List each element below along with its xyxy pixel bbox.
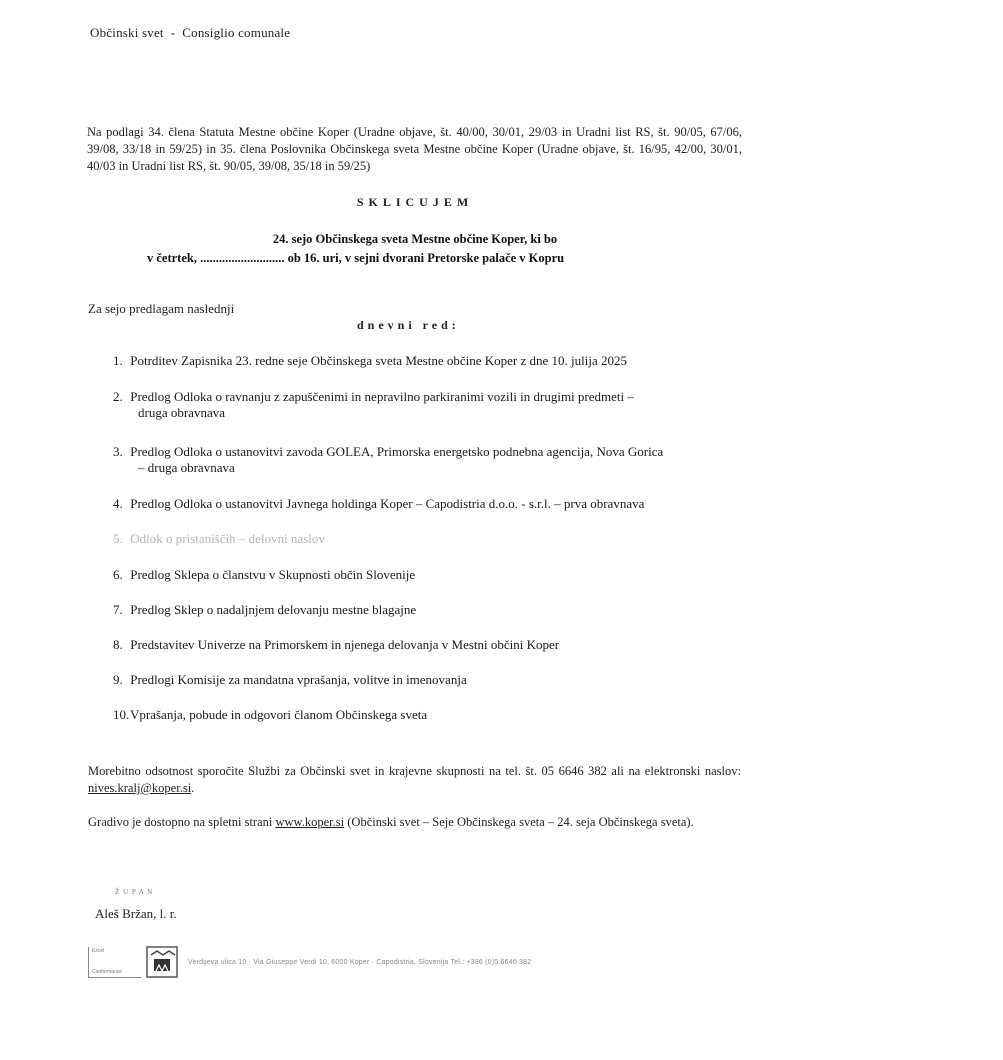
agenda-item-text: Potrditev Zapisnika 23. redne seje Občinskega sveta Mestne občine Koper z dne 10. julija 2025 (130, 353, 628, 368)
signature-title: Ž U P A N (115, 888, 154, 896)
agenda-item-number: 8. (113, 637, 123, 652)
municipality-logo-icon (145, 945, 179, 979)
agenda-item (113, 637, 753, 653)
agenda-item (113, 353, 753, 369)
page-header (90, 25, 290, 41)
materials-notice (88, 814, 741, 831)
footer-address: Verdijeva ulica 10 · Via Giuseppe Verdi 10, 6000 Koper · Capodistria, Slovenija Tel.: +386 (0)5 6646 382 (188, 959, 532, 966)
agenda-item-text: Predlog Odloka o ustanovitvi zavoda GOLEA, Primorska energetsko podnebna agencija, Nova Gorica (130, 444, 664, 459)
email-link[interactable]: nives.kralj@koper.si (88, 781, 192, 795)
website-link[interactable]: www.koper.si (275, 815, 345, 829)
agenda-item (113, 672, 753, 688)
agenda-item-number: 5. (113, 531, 123, 546)
absence-notice-text: Morebitno odsotnost sporočite Službi za Občinski svet in krajevne skupnosti na tel. št. 05 6646 382 ali na elektronski naslov: (88, 764, 741, 778)
agenda-item (113, 496, 753, 512)
agenda-item-text: Predlog Sklepa o članstvu v Skupnosti občin Slovenije (130, 567, 416, 582)
agenda-item (113, 602, 753, 618)
agenda-item-number: 2. (113, 389, 123, 404)
materials-notice-end: (Občinski svet – Seje Občinskega sveta – 24. seja Občinskega sveta). (344, 815, 694, 829)
agenda-item-number: 7. (113, 602, 123, 617)
agenda-item-number: 1. (113, 353, 123, 368)
agenda-item-number: 10. (113, 707, 130, 722)
signature-name: Aleš Bržan, l. r. (95, 906, 177, 921)
agenda-item-continuation: – druga obravnava (138, 460, 235, 475)
agenda-item (113, 567, 753, 583)
agenda-item-text: Odlok o pristaniščih – delovni naslov (130, 531, 325, 546)
agenda-item (113, 389, 753, 421)
session-title: 24. sejo Občinskega sveta Mestne občine Koper, ki bo (272, 232, 558, 246)
agenda-item-text: Predlog Odloka o ustanovitvi Javnega holdinga Koper – Capodistria d.o.o. - s.r.l. – prva obravnava (130, 496, 645, 511)
page-footer (88, 945, 708, 981)
agenda-item-text: Predlogi Komisije za mandatna vprašanja, volitve in imenovanja (130, 672, 467, 687)
agenda-item-number: 3. (113, 444, 123, 459)
agenda-item-struck (113, 531, 753, 547)
absence-notice-end: . (191, 781, 195, 795)
materials-notice-text: Gradivo je dostopno na spletni strani (88, 815, 276, 829)
header-separator: - (170, 25, 176, 40)
certification-box-bottom: Conformance (92, 969, 123, 975)
session-date-place: v četrtek, ........................... ob 16. uri, v sejni dvorani Pretorske palače v Kopru (147, 251, 565, 265)
absence-notice (88, 763, 741, 797)
agenda-intro: Za sejo predlagam naslednji (88, 301, 235, 316)
agenda-item-text: Predlog Sklep o nadaljnjem delovanju mestne blagajne (130, 602, 417, 617)
agenda-item-text: Predlog Odloka o ravnanju z zapuščenimi in nepravilno parkiranimi vozili in drugimi predmeti – (130, 389, 634, 404)
agenda-item-number: 9. (113, 672, 123, 687)
certification-box-top: Excel (92, 948, 105, 954)
agenda-item-continuation: druga obravnava (138, 405, 225, 420)
agenda-item (113, 707, 753, 723)
agenda-item-text: Vprašanja, pobude in odgovori članom Občinskega sveta (130, 707, 428, 722)
agenda-item (113, 444, 753, 476)
agenda-heading: dnevni red: (357, 318, 460, 332)
agenda-item-number: 6. (113, 567, 123, 582)
convene-heading: SKLICUJEM (356, 195, 474, 209)
header-council-it: Consiglio comunale (182, 25, 291, 40)
certification-box (88, 947, 141, 978)
header-council-sl: Občinski svet (90, 25, 164, 40)
agenda-item-text: Predstavitev Univerze na Primorskem in njenega delovanja v Mestni občini Koper (130, 637, 560, 652)
agenda-item-number: 4. (113, 496, 123, 511)
legal-preamble: Na podlagi 34. člena Statuta Mestne občine Koper (Uradne objave, št. 40/00, 30/01, 29/03 in Uradni list RS, št. 90/05, 67/06, 39/08, 33/18 in 59/25) in 35. člena Poslovnika Občinskega sveta Mestne občine Koper (Uradne objave, št. 16/95, 42/00, 30/01, 40/03 in Uradni list RS, št. 90/05, 39/08, 35/18 in 59/25) (87, 125, 742, 173)
